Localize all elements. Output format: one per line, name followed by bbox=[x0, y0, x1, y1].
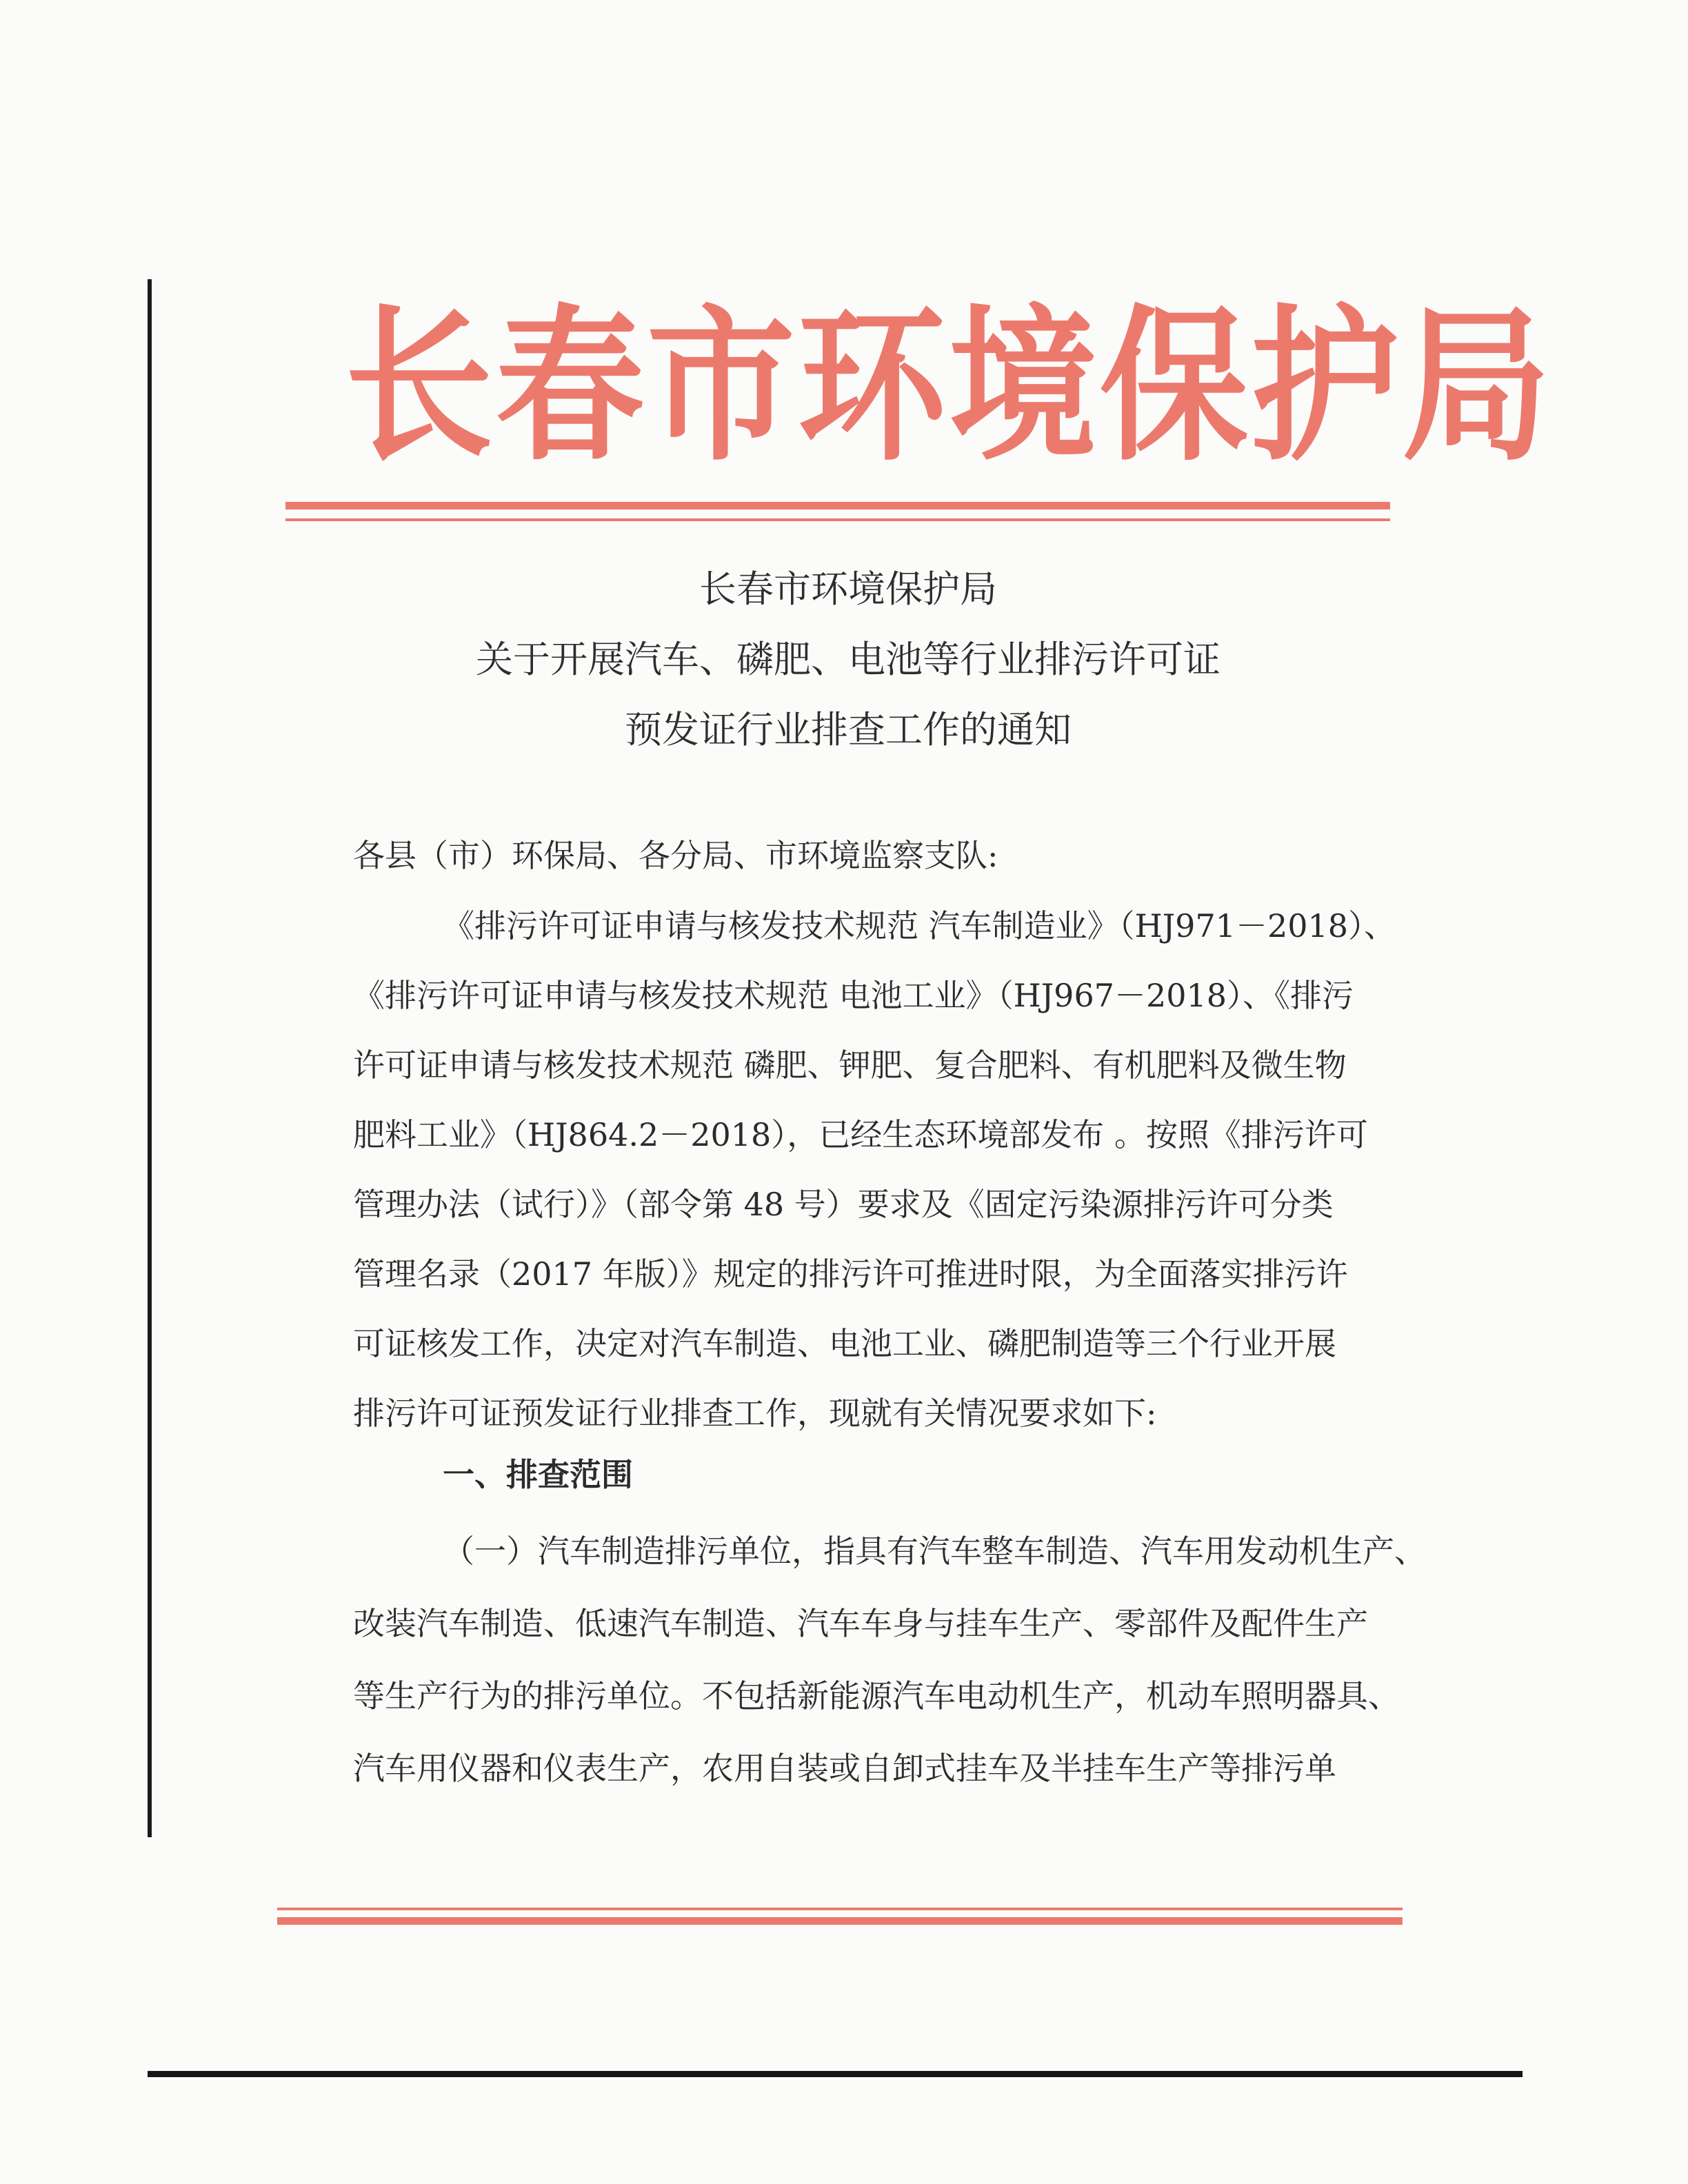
scan-edge-bottom bbox=[148, 2071, 1523, 2077]
title-line-2: 关于开展汽车、磷肥、电池等行业排污许可证 bbox=[476, 638, 1220, 681]
body-line: 管理办法（试行）》（部令第 48 号）要求及《固定污染源排污许可分类 bbox=[353, 1186, 1334, 1223]
footer-rule-thin bbox=[277, 1908, 1403, 1910]
title-line-1: 长春市环境保护局 bbox=[699, 567, 997, 611]
footer-rule-thick bbox=[277, 1917, 1403, 1925]
section-heading: 一、排查范围 bbox=[443, 1456, 633, 1493]
masthead-rule-thick bbox=[285, 502, 1390, 509]
section-line: 改装汽车制造、低速汽车制造、汽车车身与挂车生产、零部件及配件生产 bbox=[353, 1605, 1368, 1642]
masthead: 长春市环境保护局 bbox=[345, 287, 1553, 484]
body-line: 可证核发工作，决定对汽车制造、电池工业、磷肥制造等三个行业开展 bbox=[353, 1325, 1336, 1362]
scan-edge-left bbox=[148, 279, 152, 1837]
body-line: 许可证申请与核发技术规范 磷肥、钾肥、复合肥料、有机肥料及微生物 bbox=[353, 1046, 1347, 1084]
body-line: 肥料工业》（HJ864.2－2018），已经生态环境部发布 。按照《排污许可 bbox=[353, 1116, 1368, 1153]
section-line: （一）汽车制造排污单位，指具有汽车整车制造、汽车用发动机生产、 bbox=[443, 1533, 1426, 1570]
masthead-rule-thin bbox=[285, 518, 1390, 521]
title-line-3: 预发证行业排查工作的通知 bbox=[625, 708, 1072, 751]
section-line: 等生产行为的排污单位。不包括新能源汽车电动机生产，机动车照明器具、 bbox=[353, 1677, 1400, 1715]
body-line: 《排污许可证申请与核发技术规范 汽车制造业》（HJ971－2018）、 bbox=[443, 907, 1396, 944]
body-line: 管理名录（2017 年版）》规定的排污许可推进时限，为全面落实排污许 bbox=[353, 1255, 1348, 1293]
addressee: 各县（市）环保局、各分局、市环境监察支队: bbox=[353, 837, 998, 874]
section-line: 汽车用仪器和仪表生产，农用自装或自卸式挂车及半挂车生产等排污单 bbox=[353, 1750, 1336, 1787]
body-line: 《排污许可证申请与核发技术规范 电池工业》（HJ967－2018）、《排污 bbox=[353, 977, 1354, 1014]
body-line: 排污许可证预发证行业排查工作，现就有关情况要求如下: bbox=[353, 1395, 1157, 1432]
